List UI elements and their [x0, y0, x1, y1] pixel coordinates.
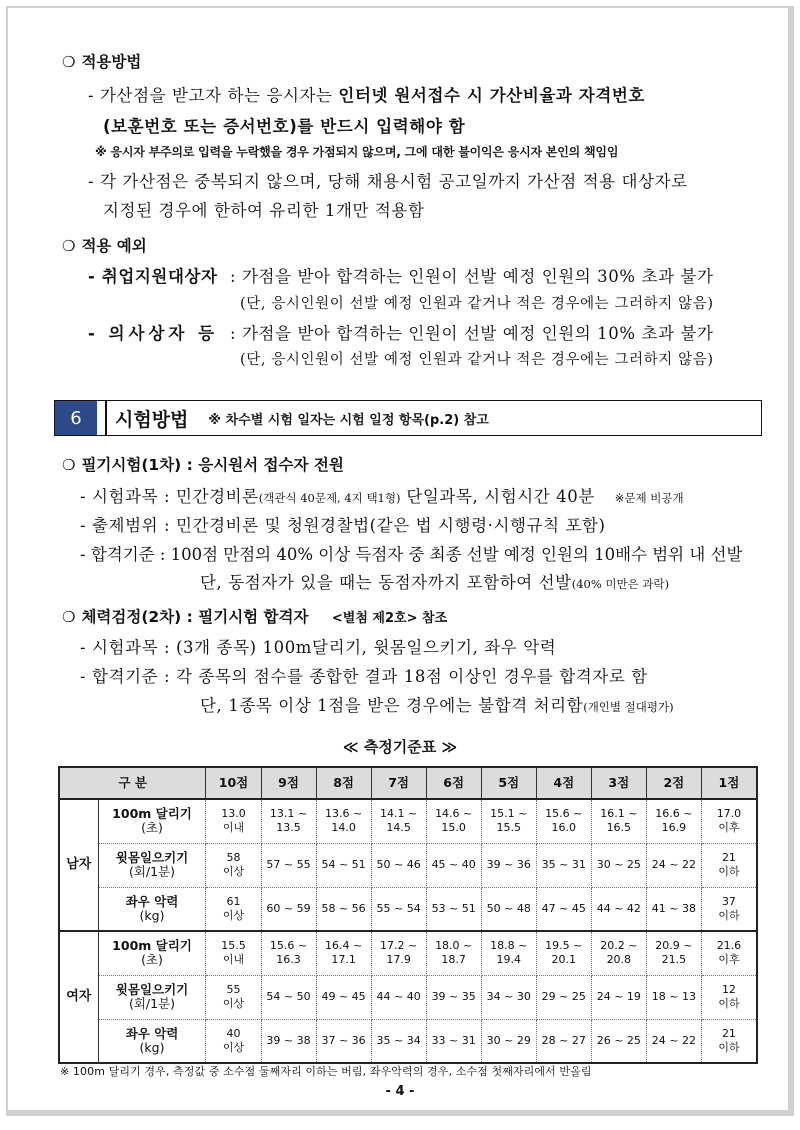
score-cell-text: 37 ~ 36: [321, 1033, 366, 1047]
score-cell: [261, 931, 316, 975]
score-cell: [646, 931, 701, 975]
score-cell: [591, 1019, 646, 1063]
event-cell: [98, 975, 206, 1019]
table-row: [59, 887, 757, 931]
score-cell: [426, 931, 481, 975]
score-cell: [371, 931, 426, 975]
heading-exceptions: ❍ 적용 예외: [62, 237, 147, 255]
score-cell: [591, 843, 646, 887]
score-cell: [316, 1019, 371, 1063]
score-cell-text: 이상: [222, 865, 245, 878]
apply-line-4: 지정된 경우에 한하여 유리한 1개만 적용함: [103, 201, 425, 220]
score-cell-text: 29 ~ 25: [541, 990, 586, 1003]
event-unit: (kg): [139, 907, 165, 923]
event-name: 윗몸일으키기: [115, 982, 189, 997]
score-cell-text: 16.6 ~: [655, 807, 693, 821]
gender-cell: 여자: [59, 931, 98, 1063]
page-number: - 4 -: [385, 1084, 415, 1099]
score-cell-text: 17.9: [386, 953, 411, 967]
score-cell-text: 30 ~ 29: [486, 1033, 531, 1047]
score-cell: [316, 843, 371, 887]
score-cell-text: 13.5: [276, 821, 301, 835]
score-cell-text: 44 ~ 42: [596, 901, 641, 915]
score-cell-text: 28 ~ 27: [541, 1033, 586, 1047]
score-cell-text: 39 ~ 38: [266, 1033, 311, 1047]
fitness-criteria-2: 단, 1종목 이상 1점을 받은 경우에는 불합격 처리함(개인별 절대평가): [200, 696, 674, 715]
written-criteria: - 합격기준 : 100점 만점의 40% 이상 득점자 중 최종 선발 예정 인원의 10배수 범위 내 선발: [80, 545, 743, 564]
score-cell-text: 16.4 ~: [324, 939, 363, 953]
event-cell: [98, 799, 206, 843]
score-cell-text: 18.7: [441, 953, 466, 967]
score-cell-text: 15.5: [221, 939, 246, 953]
score-cell: [206, 975, 261, 1019]
score-cell: [371, 1019, 426, 1063]
score-cell: [261, 799, 316, 843]
score-cell: [316, 931, 371, 975]
event-unit: (초): [141, 820, 163, 836]
score-cell-text: 24 ~ 22: [651, 1033, 696, 1047]
score-cell-text: 57 ~ 55: [266, 858, 311, 871]
score-cell: [481, 799, 536, 843]
circle-bullet-icon: ❍: [62, 53, 76, 71]
score-cell-text: 이하: [718, 997, 740, 1010]
table-header-label: 구 분: [59, 767, 206, 799]
score-cell-text: 49 ~ 45: [321, 990, 366, 1003]
score-cell-text: 이하: [718, 865, 740, 878]
event-name: 좌우 악력: [125, 893, 179, 909]
event-cell: [98, 931, 206, 975]
score-cell-text: 16.3: [276, 953, 301, 967]
apply-line-3: - 각 가산점은 중복되지 않으며, 당해 채용시험 공고일까지 가산점 적용 대상자로: [88, 172, 688, 191]
score-cell-text: 60 ~ 59: [266, 901, 311, 915]
score-cell-text: 53 ~ 51: [431, 901, 476, 915]
score-cell-text: 21.5: [661, 953, 687, 967]
score-cell-text: 13.0: [221, 807, 246, 821]
score-cell-text: 14.5: [386, 821, 411, 835]
event-unit: (kg): [139, 1039, 165, 1055]
score-cell-text: 21: [721, 851, 736, 864]
section-header: [54, 400, 762, 436]
score-cell-text: 13.1 ~: [269, 807, 308, 821]
score-cell-text: 13.6 ~: [324, 807, 363, 821]
score-cell-text: 19.4: [496, 953, 521, 967]
score-cell: [426, 887, 481, 931]
score-cell-text: 이상: [222, 1040, 245, 1054]
score-cell: [316, 975, 371, 1019]
exception-row-2: - 의사상자 등 : 가점을 받아 합격하는 인원이 선발 예정 인원의 10% 초과 불가: [88, 324, 714, 343]
event-unit: (회/1분): [128, 864, 176, 879]
score-cell: [591, 799, 646, 843]
score-cell-text: 이내: [222, 821, 245, 835]
score-cell: [481, 931, 536, 975]
score-cell-text: 20.9 ~: [655, 939, 693, 953]
score-header: 1점: [701, 767, 757, 799]
score-cell: [646, 799, 701, 843]
score-header: 4점: [536, 767, 591, 799]
score-cell-text: 37: [721, 894, 736, 908]
score-cell: [261, 843, 316, 887]
score-cell-text: 47 ~ 45: [541, 901, 586, 915]
score-cell: [371, 975, 426, 1019]
footnote: ※ 100m 달리기 경우, 측정값 중 소수점 둘째자리 이하는 버림, 좌우악력의 경우, 소수점 첫째자리에서 반올림: [60, 1065, 592, 1078]
score-cell: [701, 799, 757, 843]
score-cell: [701, 1019, 757, 1063]
gender-cell: 남자: [59, 799, 98, 931]
score-cell-text: 40: [226, 1026, 241, 1040]
score-cell: [646, 975, 701, 1019]
exception-row-2-sub: (단, 응시인원이 선발 예정 인원과 같거나 적은 경우에는 그러하지 않음): [240, 352, 714, 368]
score-cell-text: 이상: [222, 908, 245, 922]
score-header: 2점: [646, 767, 701, 799]
score-cell-text: 15.6 ~: [269, 939, 308, 953]
score-cell-text: 18.8 ~: [490, 939, 528, 953]
section-note: ※ 차수별 시험 일자는 시험 일정 항목(p.2) 참고: [208, 412, 489, 428]
table-row: [59, 1019, 757, 1063]
score-cell-text: 58 ~ 56: [321, 901, 366, 915]
score-cell: [426, 843, 481, 887]
score-cell-text: 61: [226, 894, 241, 908]
score-cell: [701, 843, 757, 887]
score-cell-text: 17.0: [716, 807, 742, 821]
written-criteria-2: 단, 동점자가 있을 때는 동점자까지 포함하여 선발(40% 미만은 과락): [200, 573, 670, 592]
score-cell: [316, 799, 371, 843]
event-name: 100m 달리기: [112, 806, 192, 822]
score-cell-text: 18 ~ 13: [651, 990, 696, 1003]
table-header-row: [59, 767, 757, 799]
score-cell-text: 12: [721, 983, 736, 996]
score-cell: [536, 887, 591, 931]
score-cell-text: 35 ~ 31: [541, 858, 586, 871]
heading-written-exam: ❍ 필기시험(1차) : 응시원서 접수자 전원: [62, 456, 344, 474]
score-cell: [536, 975, 591, 1019]
event-unit: (초): [141, 952, 163, 968]
score-cell-text: 26 ~ 25: [596, 1033, 641, 1047]
score-cell: [701, 887, 757, 931]
score-cell: [371, 843, 426, 887]
score-header: 5점: [481, 767, 536, 799]
score-cell-text: 34 ~ 30: [486, 990, 531, 1003]
score-cell: [426, 799, 481, 843]
score-cell-text: 39 ~ 36: [486, 858, 531, 871]
score-cell: [206, 931, 261, 975]
score-cell-text: 21.6: [716, 939, 742, 953]
score-cell-text: 이하: [718, 1040, 740, 1054]
score-cell: [646, 887, 701, 931]
apply-line-2: (보훈번호 또는 증서번호)를 반드시 입력해야 함: [103, 117, 466, 136]
score-header: 10점: [206, 767, 261, 799]
score-cell-text: 이상: [222, 997, 245, 1010]
section-number: 6: [55, 401, 97, 435]
score-cell-text: 41 ~ 38: [651, 901, 696, 915]
circle-bullet-icon: ❍: [62, 237, 76, 255]
table-row: [59, 799, 757, 843]
score-header: 8점: [316, 767, 371, 799]
score-cell: [371, 887, 426, 931]
score-cell-text: 33 ~ 31: [431, 1033, 476, 1047]
heading-fitness-test: ❍ 체력검정(2차) : 필기시험 합격자 <별첨 제2호> 참조: [62, 608, 448, 626]
score-cell-text: 55 ~ 54: [376, 901, 421, 915]
apply-line-1: - 가산점을 받고자 하는 응시자는 인터넷 원서접수 시 가산비율과 자격번호: [88, 86, 645, 105]
fitness-subject: - 시험과목 : (3개 종목) 100m달리기, 윗몸일으키기, 좌우 악력: [80, 638, 557, 657]
score-cell-text: 45 ~ 40: [431, 858, 476, 871]
score-cell-text: 이후: [718, 953, 740, 967]
event-cell: [98, 887, 206, 931]
table-row: [59, 975, 757, 1019]
score-cell-text: 24 ~ 19: [596, 990, 641, 1003]
score-cell-text: 21: [721, 1026, 736, 1040]
score-cell-text: 50 ~ 48: [486, 901, 531, 915]
circle-bullet-icon: ❍: [62, 608, 76, 626]
score-cell: [536, 799, 591, 843]
score-cell: [646, 1019, 701, 1063]
score-cell-text: 15.1 ~: [490, 807, 528, 821]
score-cell-text: 50 ~ 46: [376, 858, 421, 871]
score-cell: [261, 1019, 316, 1063]
score-cell: [206, 1019, 261, 1063]
score-cell: [646, 843, 701, 887]
score-header: 3점: [591, 767, 646, 799]
score-header: 7점: [371, 767, 426, 799]
score-cell-text: 이하: [718, 908, 740, 922]
event-cell: [98, 843, 206, 887]
score-cell-text: 16.5: [606, 821, 632, 835]
score-cell: [426, 975, 481, 1019]
score-cell: [536, 1019, 591, 1063]
score-cell: [261, 975, 316, 1019]
score-cell: [206, 887, 261, 931]
score-header: 9점: [261, 767, 316, 799]
score-cell-text: 15.0: [441, 821, 466, 835]
score-cell-text: 24 ~ 22: [651, 858, 696, 871]
written-scope: - 출제범위 : 민간경비론 및 청원경찰법(같은 법 시행령·시행규칙 포함): [80, 516, 606, 535]
score-cell-text: 15.5: [496, 821, 521, 835]
score-cell-text: 이후: [718, 821, 740, 835]
written-subject: - 시험과목 : 민간경비론(객관식 40문제, 4지 택1형) 단일과목, 시험시간 40분 ※문제 비공개: [80, 487, 684, 506]
section-title-wrap: [105, 401, 489, 435]
fitness-criteria: - 합격기준 : 각 종목의 점수를 종합한 결과 18점 이상인 경우를 합격자로 함: [80, 667, 648, 686]
score-cell: [316, 887, 371, 931]
score-cell: [481, 843, 536, 887]
event-name: 좌우 악력: [125, 1025, 179, 1041]
score-cell-text: 44 ~ 40: [376, 990, 421, 1003]
score-cell-text: 16.1 ~: [600, 807, 638, 821]
score-cell: [206, 843, 261, 887]
score-cell-text: 30 ~ 25: [596, 858, 641, 871]
exception-row-1-sub: (단, 응시인원이 선발 예정 인원과 같거나 적은 경우에는 그러하지 않음): [240, 296, 714, 312]
table-row: [59, 843, 757, 887]
score-cell-text: 19.5 ~: [545, 939, 583, 953]
score-cell-text: 58: [226, 851, 241, 864]
score-cell-text: 35 ~ 34: [376, 1033, 421, 1047]
score-cell: [591, 887, 646, 931]
score-cell-text: 54 ~ 51: [321, 858, 366, 871]
score-cell: [426, 1019, 481, 1063]
score-cell: [206, 799, 261, 843]
exception-row-1: - 취업지원대상자 : 가점을 받아 합격하는 인원이 선발 예정 인원의 30% 초과 불가: [88, 267, 714, 286]
score-cell-text: 16.0: [551, 821, 577, 835]
measurement-standards-table: [58, 766, 758, 1064]
score-cell: [481, 975, 536, 1019]
score-cell-text: 54 ~ 50: [266, 990, 311, 1003]
score-cell-text: 14.1 ~: [380, 807, 418, 821]
score-cell: [481, 1019, 536, 1063]
score-cell: [536, 931, 591, 975]
circle-bullet-icon: ❍: [62, 456, 76, 474]
score-cell-text: 15.6 ~: [545, 807, 583, 821]
score-cell-text: 이내: [222, 953, 245, 967]
score-cell: [261, 887, 316, 931]
event-name: 100m 달리기: [112, 938, 192, 954]
score-cell-text: 20.1: [551, 953, 577, 967]
score-cell: [701, 975, 757, 1019]
event-cell: [98, 1019, 206, 1063]
apply-note: ※ 응시자 부주의로 입력을 누락했을 경우 가점되지 않으며, 그에 대한 불이익은 응시자 본인의 책임임: [95, 145, 619, 159]
table-title: ≪ 측정기준표 ≫: [342, 738, 458, 756]
score-cell: [591, 931, 646, 975]
score-cell-text: 39 ~ 35: [431, 990, 476, 1003]
event-name: 윗몸일으키기: [115, 850, 189, 865]
event-unit: (회/1분): [128, 996, 176, 1011]
score-cell-text: 20.8: [606, 953, 632, 967]
section-title: 시험방법: [115, 408, 189, 431]
score-header: 6점: [426, 767, 481, 799]
score-cell-text: 17.2 ~: [380, 939, 418, 953]
score-cell-text: 14.6 ~: [435, 807, 473, 821]
score-cell: [591, 975, 646, 1019]
score-cell-text: 55: [226, 983, 241, 996]
score-cell: [481, 887, 536, 931]
score-cell-text: 20.2 ~: [600, 939, 638, 953]
score-cell: [701, 931, 757, 975]
score-cell-text: 17.1: [331, 953, 356, 967]
score-cell: [536, 843, 591, 887]
table-row: [59, 931, 757, 975]
score-cell: [371, 799, 426, 843]
score-cell-text: 14.0: [331, 821, 356, 835]
score-cell-text: 16.9: [661, 821, 687, 835]
score-cell-text: 18.0 ~: [435, 939, 473, 953]
heading-apply-method: ❍ 적용방법: [62, 53, 142, 71]
